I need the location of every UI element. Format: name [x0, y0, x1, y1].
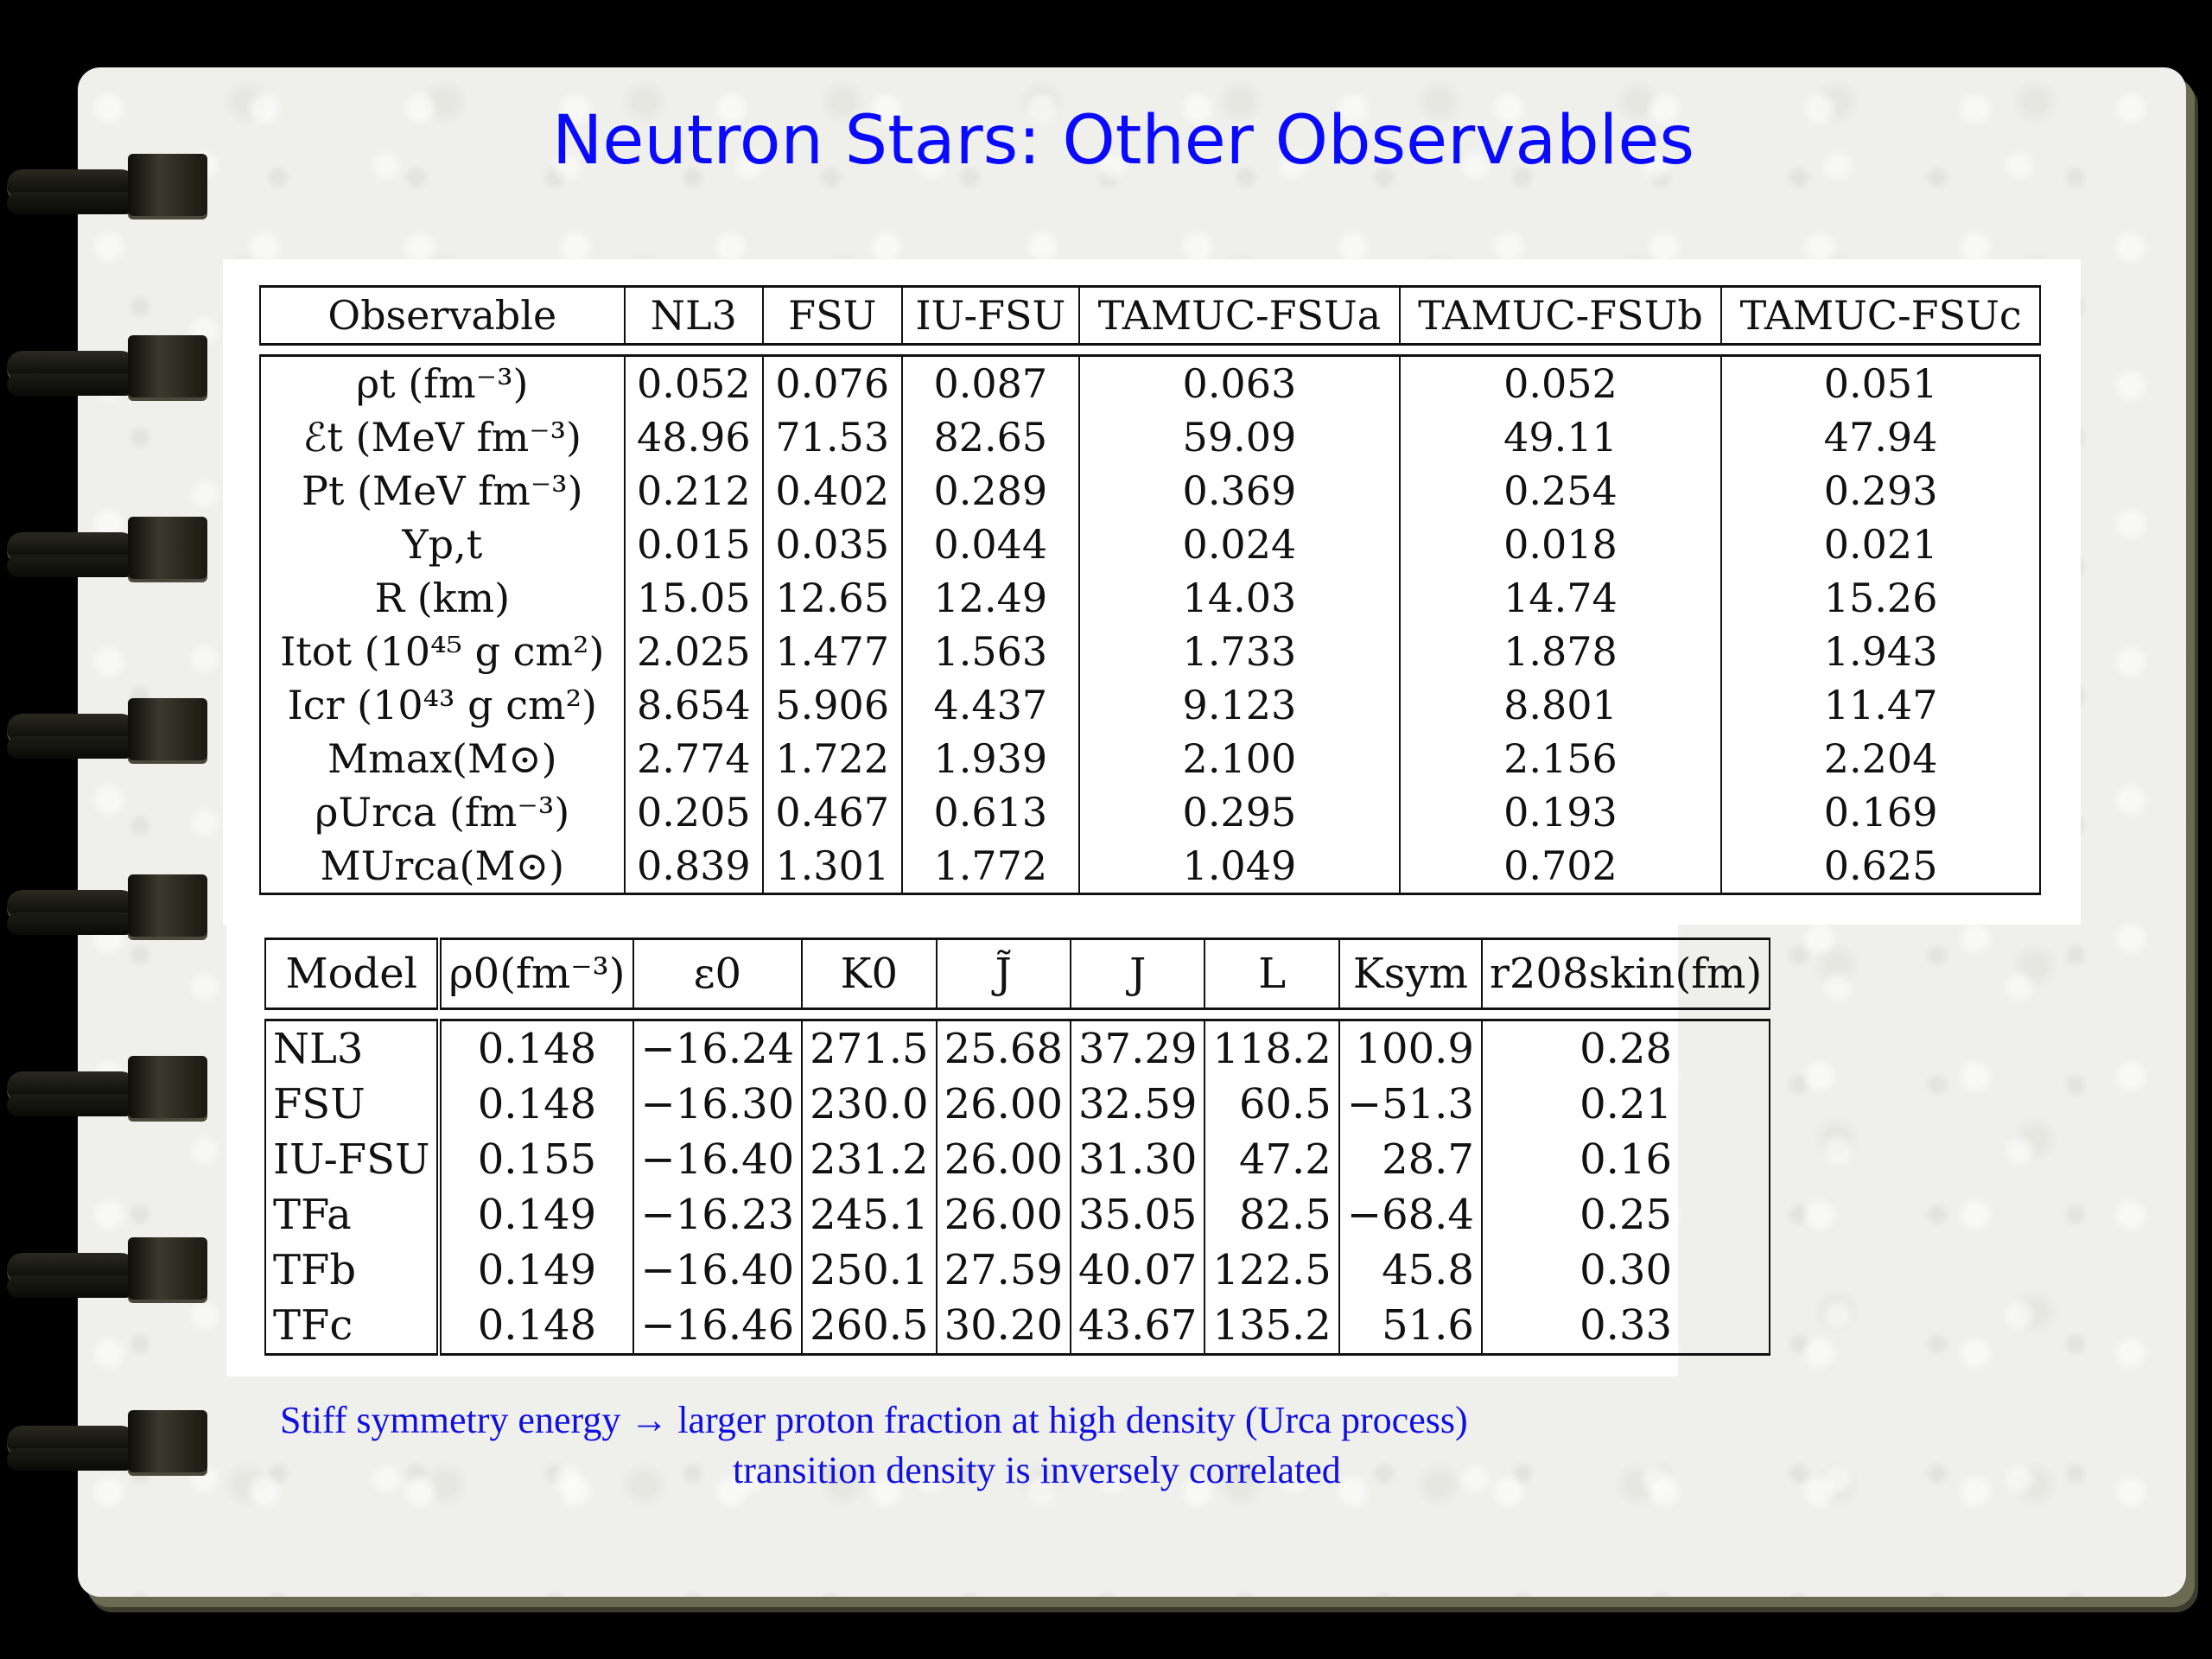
binding-ring [7, 1237, 204, 1310]
row-label: ℰt (MeV fm⁻³) [260, 410, 625, 464]
table-row [265, 1243, 1770, 1298]
table-cell: 14.03 [1079, 571, 1399, 625]
binding-ring [7, 874, 204, 947]
table-cell: 30.20 [937, 1298, 1071, 1355]
table-cell: 40.07 [1071, 1243, 1205, 1298]
table-row [260, 785, 2040, 839]
table-cell: 4.437 [902, 678, 1080, 732]
column-header: TAMUC-FSUc [1721, 287, 2040, 345]
table-cell: 59.09 [1079, 410, 1399, 464]
table-cell: 0.16 [1482, 1132, 1770, 1187]
table-cell: 0.148 [439, 1077, 632, 1132]
table-cell: 0.021 [1721, 518, 2040, 571]
row-label: R (km) [260, 571, 625, 625]
table-cell: 0.149 [439, 1243, 632, 1298]
table-cell: 0.148 [439, 1020, 632, 1077]
column-header: ρ0(fm⁻³) [439, 939, 632, 1009]
table-cell: 1.939 [902, 732, 1080, 785]
table-cell: 26.00 [937, 1077, 1071, 1132]
table-cell: 0.149 [439, 1187, 632, 1243]
table-cell: −16.24 [633, 1020, 803, 1077]
table-cell: 15.26 [1721, 571, 2040, 625]
table-cell: 0.052 [1400, 356, 1722, 411]
column-header: J̃ [937, 939, 1071, 1009]
observables-table-body [260, 345, 2040, 894]
table-cell: 1.878 [1400, 625, 1722, 678]
table-row [260, 356, 2040, 411]
table-cell: 271.5 [802, 1020, 936, 1077]
table-cell: −16.30 [633, 1077, 803, 1132]
table-cell: 1.477 [763, 625, 901, 678]
row-label: ρt (fm⁻³) [260, 356, 625, 411]
table-cell: 8.654 [625, 678, 763, 732]
table-cell: 0.702 [1400, 839, 1722, 894]
table-cell: 135.2 [1205, 1298, 1338, 1355]
row-label: ρUrca (fm⁻³) [260, 785, 625, 839]
table-cell: 2.204 [1721, 732, 2040, 785]
column-header: Ksym [1339, 939, 1482, 1009]
table-cell: 0.035 [763, 518, 901, 571]
column-header: FSU [763, 287, 901, 345]
model-name: IU-FSU [265, 1132, 439, 1187]
table-cell: 47.2 [1205, 1132, 1338, 1187]
table-cell: 12.49 [902, 571, 1080, 625]
row-label: MUrca(M⊙) [260, 839, 625, 894]
table-cell: 0.613 [902, 785, 1080, 839]
slide-title: Neutron Stars: Other Observables [552, 102, 1694, 180]
table-cell: 0.28 [1482, 1020, 1770, 1077]
table-cell: 0.212 [625, 464, 763, 518]
row-label: Pt (MeV fm⁻³) [260, 464, 625, 518]
table-cell: 2.025 [625, 625, 763, 678]
table-row [260, 518, 2040, 571]
table-cell: 260.5 [802, 1298, 936, 1355]
table-cell: 9.123 [1079, 678, 1399, 732]
table-cell: −51.3 [1339, 1077, 1482, 1132]
table-cell: 0.193 [1400, 785, 1722, 839]
row-label: Mmax(M⊙) [260, 732, 625, 785]
table-cell: 15.05 [625, 571, 763, 625]
column-header: IU-FSU [902, 287, 1080, 345]
row-label: Yp,t [260, 518, 625, 571]
table-cell: −16.40 [633, 1132, 803, 1187]
table-cell: 28.7 [1339, 1132, 1482, 1187]
table-cell: 0.051 [1721, 356, 2040, 411]
table-cell: 71.53 [763, 410, 901, 464]
table-cell: 0.369 [1079, 464, 1399, 518]
column-header: L [1205, 939, 1338, 1009]
model-name: TFc [265, 1298, 439, 1355]
table-cell: 0.625 [1721, 839, 2040, 894]
table-cell: 45.8 [1339, 1243, 1482, 1298]
row-label: Icr (10⁴³ g cm²) [260, 678, 625, 732]
table-cell: 1.772 [902, 839, 1080, 894]
table-row [260, 732, 2040, 785]
binding-ring [7, 1410, 204, 1483]
table-cell: 0.076 [763, 356, 901, 411]
table-cell: 0.169 [1721, 785, 2040, 839]
table-cell: 1.301 [763, 839, 901, 894]
table-cell: 1.943 [1721, 625, 2040, 678]
binding-ring [7, 1056, 204, 1128]
table-cell: 0.467 [763, 785, 901, 839]
table-cell: 11.47 [1721, 678, 2040, 732]
table-cell: 118.2 [1205, 1020, 1338, 1077]
table-row [260, 839, 2040, 894]
note-line-1: Stiff symmetry energy → larger proton fraction at high density (Urca process) [280, 1399, 1468, 1441]
table-cell: 100.9 [1339, 1020, 1482, 1077]
table-cell: 0.30 [1482, 1243, 1770, 1298]
table-row [260, 410, 2040, 464]
table-cell: 1.563 [902, 625, 1080, 678]
table-cell: 231.2 [802, 1132, 936, 1187]
table-cell: 35.05 [1071, 1187, 1205, 1243]
table-cell: 230.0 [802, 1077, 936, 1132]
table-cell: 47.94 [1721, 410, 2040, 464]
table-cell: 0.024 [1079, 518, 1399, 571]
table-cell: 51.6 [1339, 1298, 1482, 1355]
table-cell: −16.23 [633, 1187, 803, 1243]
table-row [260, 571, 2040, 625]
table-row [260, 625, 2040, 678]
table-cell: 0.044 [902, 518, 1080, 571]
table-cell: 12.65 [763, 571, 901, 625]
table-cell: 43.67 [1071, 1298, 1205, 1355]
model-name: FSU [265, 1077, 439, 1132]
table-cell: −16.46 [633, 1298, 803, 1355]
table-cell: 31.30 [1071, 1132, 1205, 1187]
table-cell: 26.00 [937, 1132, 1071, 1187]
table-cell: 0.289 [902, 464, 1080, 518]
table-row [265, 1187, 1770, 1243]
row-label: Itot (10⁴⁵ g cm²) [260, 625, 625, 678]
table-cell: 0.018 [1400, 518, 1722, 571]
table-cell: 0.087 [902, 356, 1080, 411]
table-cell: 82.5 [1205, 1187, 1338, 1243]
table-cell: 49.11 [1400, 410, 1722, 464]
table-cell: 0.015 [625, 518, 763, 571]
table-cell: 8.801 [1400, 678, 1722, 732]
column-header: TAMUC-FSUa [1079, 287, 1399, 345]
table-cell: 0.25 [1482, 1187, 1770, 1243]
table-row [260, 678, 2040, 732]
table-cell: 60.5 [1205, 1077, 1338, 1132]
table-cell: 250.1 [802, 1243, 936, 1298]
column-header: Observable [260, 287, 625, 345]
table-cell: 0.063 [1079, 356, 1399, 411]
table-cell: 1.733 [1079, 625, 1399, 678]
table-cell: 1.049 [1079, 839, 1399, 894]
table-cell: 0.052 [625, 356, 763, 411]
model-name: TFa [265, 1187, 439, 1243]
model-name: TFb [265, 1243, 439, 1298]
table-cell: 1.722 [763, 732, 901, 785]
model-name: NL3 [265, 1020, 439, 1077]
table-cell: 0.402 [763, 464, 901, 518]
table-cell: 82.65 [902, 410, 1080, 464]
binding-ring [7, 698, 204, 771]
table-cell: −16.40 [633, 1243, 803, 1298]
table-cell: 2.100 [1079, 732, 1399, 785]
column-header: TAMUC-FSUb [1400, 287, 1722, 345]
table-row [265, 1077, 1770, 1132]
column-header: K0 [802, 939, 936, 1009]
table-cell: 5.906 [763, 678, 901, 732]
table-cell: −68.4 [1339, 1187, 1482, 1243]
table-cell: 48.96 [625, 410, 763, 464]
binding-ring [7, 335, 204, 408]
table-cell: 26.00 [937, 1187, 1071, 1243]
table-cell: 25.68 [937, 1020, 1071, 1077]
table-cell: 37.29 [1071, 1020, 1205, 1077]
table-row [265, 1020, 1770, 1077]
table-cell: 0.21 [1482, 1077, 1770, 1132]
note-line-2: transition density is inversely correlated [733, 1449, 1341, 1491]
table-cell: 2.156 [1400, 732, 1722, 785]
table-cell: 2.774 [625, 732, 763, 785]
table-row [265, 1132, 1770, 1187]
table-cell: 245.1 [802, 1187, 936, 1243]
table-cell: 0.254 [1400, 464, 1722, 518]
table-cell: 0.148 [439, 1298, 632, 1355]
table-cell: 0.295 [1079, 785, 1399, 839]
column-header: ε0 [633, 939, 803, 1009]
table-row [265, 1298, 1770, 1355]
table-cell: 0.155 [439, 1132, 632, 1187]
table-cell: 0.33 [1482, 1298, 1770, 1355]
table-cell: 0.205 [625, 785, 763, 839]
table-cell: 32.59 [1071, 1077, 1205, 1132]
column-header: J [1071, 939, 1205, 1009]
model-parameters-table-body [265, 1009, 1770, 1355]
model-parameters-table [264, 938, 1770, 1356]
column-header: Model [265, 939, 439, 1009]
table-cell: 0.839 [625, 839, 763, 894]
table-cell: 0.293 [1721, 464, 2040, 518]
column-header: r208skin(fm) [1482, 939, 1770, 1009]
table-row [260, 464, 2040, 518]
column-header: NL3 [625, 287, 763, 345]
table-cell: 14.74 [1400, 571, 1722, 625]
observables-table [259, 285, 2041, 895]
binding-ring [7, 517, 204, 589]
table-cell: 122.5 [1205, 1243, 1338, 1298]
table-cell: 27.59 [937, 1243, 1071, 1298]
